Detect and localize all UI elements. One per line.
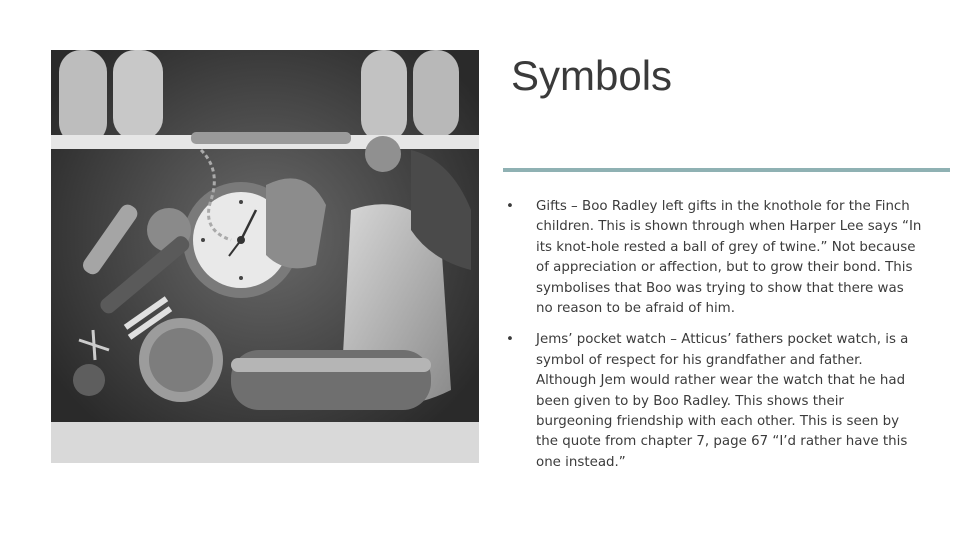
bullet-item-pocket-watch — [504, 330, 924, 473]
box-of-gifts-illustration — [51, 50, 479, 463]
bullet-marker: • — [506, 199, 514, 214]
bullet-marker: • — [506, 332, 514, 348]
photo-box-of-gifts — [51, 50, 479, 463]
bullet-text-pocket-watch: Jems’ pocket watch – Atticus’ fathers pocket watch, is a symbol of respect for his grandfather and father. Although Jem would rather wear the watch that he had been given to by Boo Radley. This shows their burgeoning friendship with each other. This is seen by the quote from chapter 7, page 67 “I’d rather have this one instead.” — [536, 332, 909, 470]
bullet-list — [504, 197, 924, 484]
slide-title: Symbols — [511, 52, 673, 99]
bullet-item-gifts — [504, 197, 924, 319]
title-divider — [503, 168, 950, 172]
bullet-text-gifts: Gifts – Boo Radley left gifts in the knothole for the Finch children. This is shown through when Harper Lee says “In its knot-hole rested a ball of grey of twine.” Not because of appreciation or affection, but to grow their bond. This symbolises that Boo was trying to show that there was no reason to be afraid of him. — [536, 199, 922, 317]
